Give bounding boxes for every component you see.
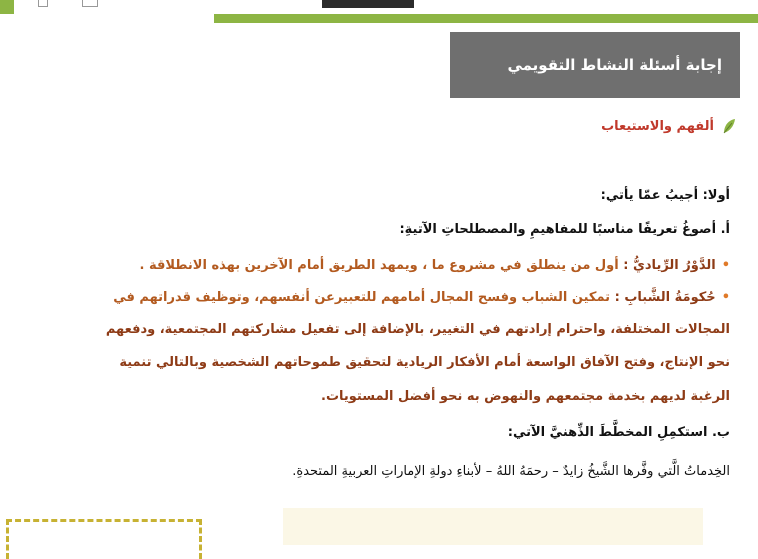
term-label: حُكومَةُ الشَّبابِ :: [614, 290, 716, 305]
answer-box: [283, 508, 703, 545]
term-definition: تمكين الشباب وفسح المجال أمامهم للتعبيرعن أنفسهم، وتوظيف قدراتهم في: [113, 290, 615, 305]
term-definition: أول من ينطلق في مشروع ما ، ويمهد الطريق أمام الآخرين بهذه الانطلاقة .: [139, 258, 624, 273]
dark-tab: [322, 0, 414, 8]
bullet-dot: •: [721, 290, 730, 305]
question-1a: أ. أصوغُ تعريفًا مناسبًا للمفاهيمِ والمصطلحاتِ الآتيةِ:: [399, 222, 730, 237]
corner-marker: [0, 0, 14, 14]
definition-continuation: نحو الإنتاج، وفتح الآفاق الواسعة أمام الأفكار الريادية لتحقيق طموحاتهم الشخصية وبالتالي تنمية: [119, 355, 730, 370]
bullet-item: [140, 258, 731, 273]
toolbar-icon[interactable]: [38, 0, 48, 7]
question-1: أولا: أجيبُ عمّا يأتي:: [600, 188, 730, 203]
top-toolbar-strip: [0, 0, 758, 14]
toolbar-icon[interactable]: [82, 0, 98, 7]
bullet-dot: •: [721, 258, 730, 273]
page-title: إجابة أسئلة النشاط التقويمي: [507, 56, 722, 74]
term-label: الدَّوْرُ الرِّياديُّ :: [623, 258, 716, 273]
page-header: [450, 32, 740, 98]
definition-continuation: المجالات المختلفة، واحترام إرادتهم في التغيير، بالإضافة إلى تفعيل مشاركتهم المجتمعية، ودفعهم: [105, 322, 730, 337]
section-title: ألفهم والاستيعاب: [601, 118, 714, 134]
question-1b: ب. استكمِلِ المخطَّطَ الذِّهنيَّ الآتي:: [507, 425, 730, 440]
section-heading: [601, 118, 736, 134]
leaf-icon: [722, 118, 736, 134]
question-1b-subtitle: الخِدماتُ الَّتي وفَّرها الشَّيخُ زايدٌ – رحمَهُ اللهُ – لأبناءِ دولةِ الإماراتِ العربيةِ المتحدةِ.: [292, 464, 730, 479]
mindmap-placeholder: [6, 519, 202, 559]
definition-continuation: الرغبة لديهم بخدمة مجتمعهم والنهوض به نحو أفضل المستويات.: [321, 389, 730, 404]
header-accent-line: [214, 14, 758, 23]
bullet-item: [113, 290, 730, 305]
